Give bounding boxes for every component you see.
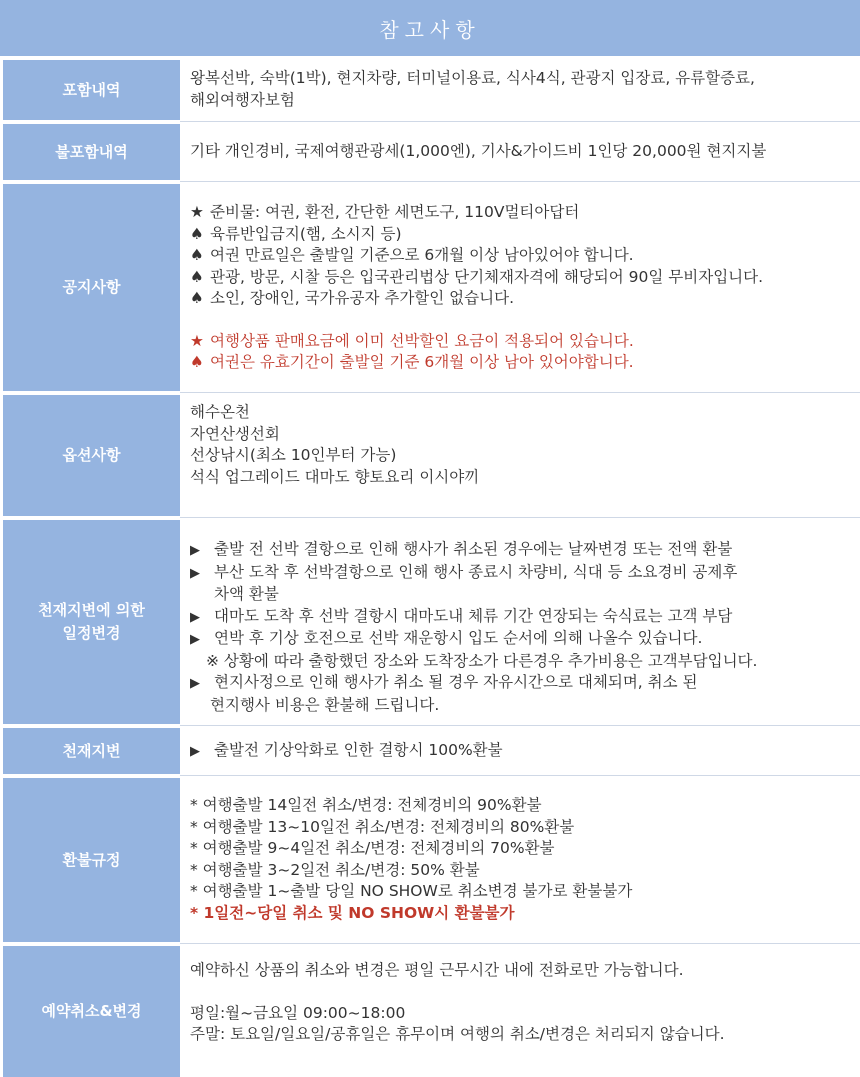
change-item	[190, 606, 856, 629]
divider	[180, 725, 860, 726]
included-line: 해외여행자보험	[190, 90, 295, 109]
row-excluded	[0, 124, 860, 180]
divider	[180, 392, 860, 393]
notice-highlight-text: 여권은 유효기간이 출발일 기준 6개월 이상 남아 있어야합니다.	[210, 353, 634, 371]
label-disaster-change	[3, 520, 180, 724]
notice-text: 관광, 방문, 시찰 등은 입국관리법상 단기체재자격에 해당되어 90일 무비자입니다.	[210, 267, 764, 286]
notice-item	[190, 288, 856, 310]
change-item	[190, 628, 856, 651]
notice-item	[190, 267, 856, 289]
notice-text: 소인, 장애인, 국가유공자 추가할인 없습니다.	[210, 289, 515, 307]
label-line: 천재지변에 의한	[38, 601, 145, 619]
refund-emphasis: * 1일전~당일 취소 및 NO SHOW시 환불불가	[190, 903, 515, 922]
notice-item	[190, 245, 856, 267]
included-line: 왕복선박, 숙박(1박), 현지차량, 터미널이용료, 식사4식, 관광지 입장료, 유류할증료,	[190, 69, 755, 87]
disaster-content	[190, 740, 856, 763]
triangle-bullet-icon: ▶	[190, 632, 200, 647]
page-title: 참고사항	[0, 0, 860, 56]
notice-text: 육류반입금지(햄, 소시지 등)	[210, 224, 402, 243]
star-icon: ★	[190, 331, 204, 350]
spade-icon: ♠	[190, 267, 204, 286]
spade-icon: ♠	[190, 289, 204, 307]
row-disaster-change	[0, 520, 860, 724]
label-options: 옵션사항	[3, 395, 180, 516]
row-refund	[0, 778, 860, 942]
triangle-bullet-icon: ▶	[190, 543, 200, 558]
change-text: 연박 후 기상 호전으로 선박 재운항시 입도 순서에 의해 나올수 있습니다.	[214, 629, 703, 647]
divider	[180, 943, 860, 944]
triangle-bullet-icon: ▶	[190, 565, 200, 581]
spade-icon: ♠	[190, 224, 204, 243]
change-item	[190, 672, 856, 695]
row-cancel	[0, 946, 860, 1077]
refund-item: * 여행출발 1~출발 당일 NO SHOW로 취소변경 불가로 환불불가	[190, 882, 633, 900]
spade-icon: ♠	[190, 353, 204, 371]
label-line: 일정변경	[62, 624, 121, 642]
label-disaster: 천재지변	[3, 728, 180, 774]
notice-item	[190, 224, 856, 246]
cancel-line: 예약하신 상품의 취소와 변경은 평일 근무시간 내에 전화로만 가능합니다.	[190, 961, 684, 979]
triangle-bullet-icon: ▶	[190, 676, 200, 691]
row-notice	[0, 184, 860, 391]
notice-content	[190, 202, 856, 374]
included-content	[190, 68, 856, 111]
refund-item: * 여행출발 3~2일전 취소/변경: 50% 환불	[190, 860, 480, 879]
notice-item	[190, 202, 856, 224]
change-text: 현지행사 비용은 환불해 드립니다.	[210, 695, 440, 714]
change-text: 출발 전 선박 결항으로 인해 행사가 취소된 경우에는 날짜변경 또는 전액 환불	[214, 540, 733, 558]
cancel-hours: 평일:월~금요일 09:00~18:00	[190, 1003, 406, 1022]
cancel-content	[190, 960, 856, 1046]
change-item	[190, 539, 856, 562]
excluded-line: 기타 개인경비, 국제여행관광세(1,000엔), 기사&가이드비 1인당 20,000원 현지지불	[190, 142, 767, 160]
change-text: 차액 환불	[214, 585, 279, 603]
row-options	[0, 395, 860, 516]
disaster-text: 출발전 기상악화로 인한 결항시 100%환불	[214, 741, 503, 759]
triangle-bullet-icon: ▶	[190, 744, 200, 759]
change-note	[190, 651, 856, 673]
label-cancel: 예약취소&변경	[3, 946, 180, 1077]
notice-highlight	[190, 352, 856, 374]
label-notice: 공지사항	[3, 184, 180, 391]
change-item	[190, 695, 856, 717]
divider	[180, 121, 860, 122]
refund-item: * 여행출발 13~10일전 취소/변경: 전체경비의 80%환불	[190, 817, 575, 836]
change-text: 현지사정으로 인해 행사가 취소 될 경우 자유시간으로 대체되며, 취소 된	[214, 673, 698, 691]
divider	[180, 517, 860, 518]
notice-text: 준비물: 여권, 환전, 간단한 세면도구, 110V멀티아답터	[210, 203, 580, 221]
triangle-bullet-icon: ▶	[190, 609, 200, 625]
divider	[180, 775, 860, 776]
excluded-content	[190, 141, 856, 163]
notice-highlight-text: 여행상품 판매요금에 이미 선박할인 요금이 적용되어 있습니다.	[210, 331, 634, 350]
notice-highlight	[190, 331, 856, 353]
disaster-item	[190, 740, 856, 763]
label-refund: 환불규정	[3, 778, 180, 942]
divider	[180, 181, 860, 182]
option-item: 석식 업그레이드 대마도 향토요리 이시야끼	[190, 467, 480, 486]
options-content	[190, 402, 856, 488]
row-disaster	[0, 728, 860, 774]
spade-icon: ♠	[190, 246, 204, 264]
change-text: 대마도 도착 후 선박 결항시 대마도내 체류 기간 연장되는 숙식료는 고객 부담	[214, 606, 733, 625]
option-item: 해수온천	[190, 403, 250, 421]
disaster-change-content	[190, 539, 856, 716]
label-included: 포함내역	[3, 60, 180, 120]
cancel-weekend: 주말: 토요일/일요일/공휴일은 휴무이며 여행의 취소/변경은 처리되지 않습니다.	[190, 1025, 725, 1043]
refund-content	[190, 795, 856, 924]
change-text: ※ 상황에 따라 출항했던 장소와 도착장소가 다른경우 추가비용은 고객부담입니다.	[206, 651, 758, 670]
option-item: 자연산생선회	[190, 424, 280, 443]
refund-item: * 여행출발 9~4일전 취소/변경: 전체경비의 70%환불	[190, 839, 555, 857]
row-included	[0, 60, 860, 120]
change-item	[190, 562, 856, 585]
change-text: 부산 도착 후 선박결항으로 인해 행사 종료시 차량비, 식대 등 소요경비 공제후	[214, 562, 738, 581]
change-item	[190, 584, 856, 606]
label-excluded: 불포함내역	[3, 124, 180, 180]
option-item: 선상낚시(최소 10인부터 가능)	[190, 446, 397, 464]
refund-item: * 여행출발 14일전 취소/변경: 전체경비의 90%환불	[190, 796, 542, 814]
star-icon: ★	[190, 203, 204, 221]
notice-text: 여권 만료일은 출발일 기준으로 6개월 이상 남아있어야 합니다.	[210, 246, 634, 264]
